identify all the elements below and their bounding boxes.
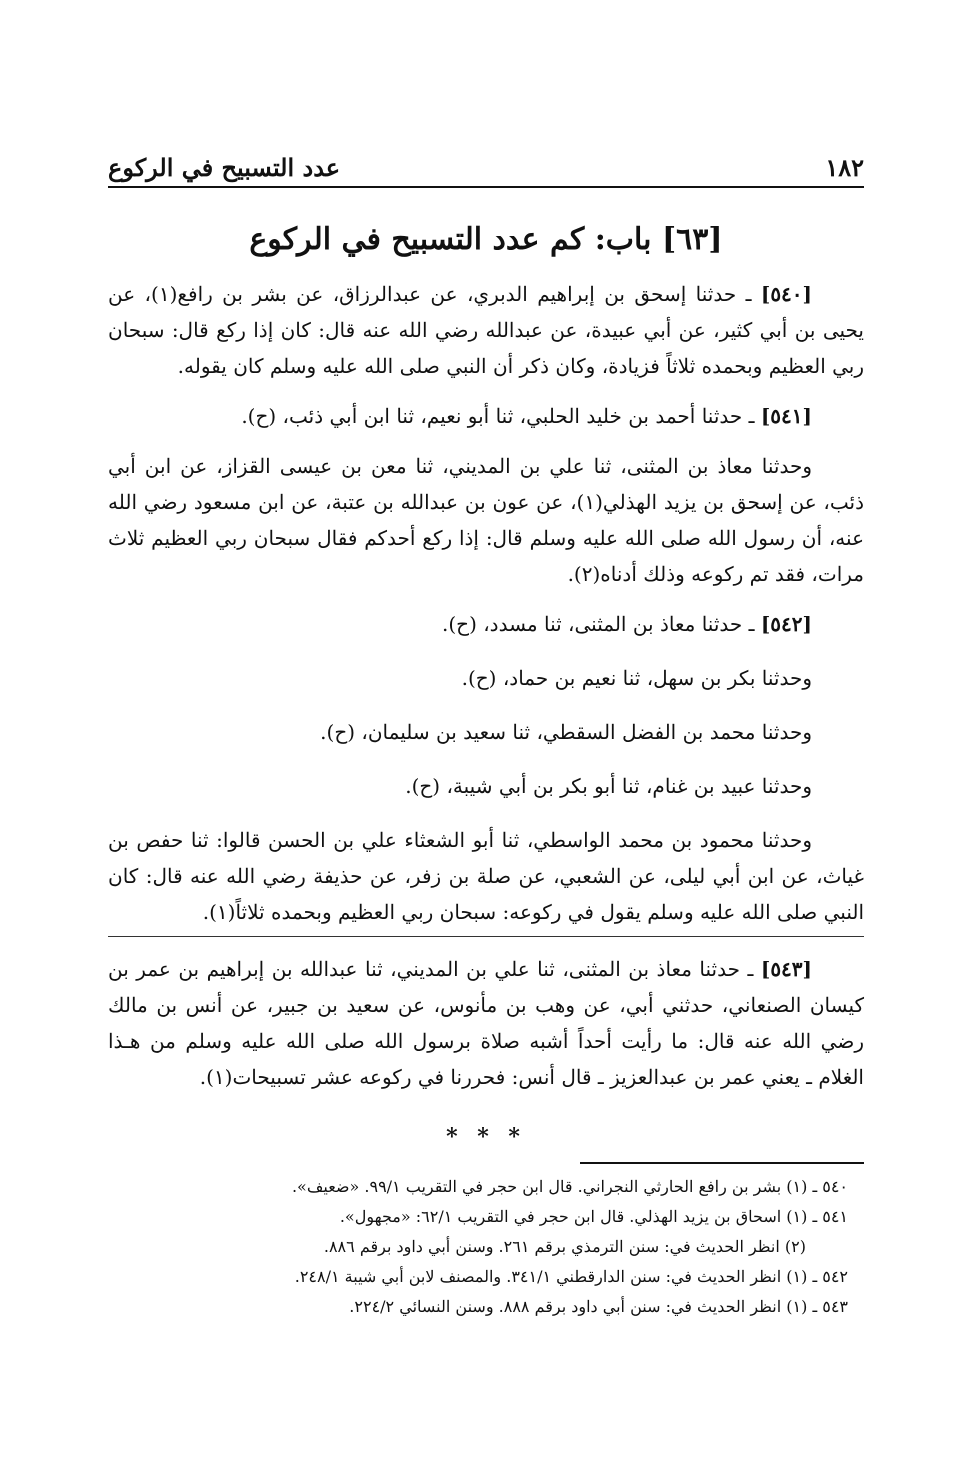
footnote-541-1: ٥٤١ ـ (١) اسحاق بن يزيد الهذلي. قال ابن حجر في التقريب ٦٢/١: «مجهول». xyxy=(339,1207,848,1226)
body-text xyxy=(108,276,864,1109)
hadith-542-chain-3 xyxy=(108,768,864,804)
chapter-title: [٦٣] باب: كم عدد التسبيح في الركوع xyxy=(249,222,723,257)
hadith-541 xyxy=(108,398,864,434)
hadith-542 xyxy=(108,606,864,642)
hadith-542-chain-2 xyxy=(108,714,864,750)
page-number: ١٨٢ xyxy=(825,153,864,182)
header-rule xyxy=(108,186,864,188)
hadith-543 xyxy=(108,951,864,1095)
hadith-text: ـ حدثنا معاذ بن المثنى، ثنا علي بن المديني، ثنا عبدالله بن إبراهيم بن عمر بن كيسان الصنعاني، حدثني أبي، عن وهب بن مأنوس، عن سعيد بن جبير، عن أنس بن مالك رضي الله عنه قال: ما رأيت أحداً أشبه صلاة برسول الله صلى الله عليه وسلم من هـذا الغلام ـ يعني عمر بن عبدالعزيز ـ قال أنس: فحررنا في ركوعه عشر تسبيحات(١). xyxy=(108,957,864,1089)
section-separator: * * * xyxy=(446,1124,526,1150)
footnote-542-1: ٥٤٢ ـ (١) انظر الحديث في: سنن الدارقطني ٣٤١/١. والمصنف لابن أبي شيبة ٢٤٨/١. xyxy=(294,1267,848,1286)
hadith-text: وحدثنا عبيد بن غنام، ثنا أبو بكر بن أبي شيبة، (ح). xyxy=(405,774,812,798)
hadith-number: [٥٤٣] xyxy=(760,957,813,981)
footnote-541-2: (٢) انظر الحديث في: سنن الترمذي برقم ٢٦١. وسنن أبي داود برقم ٨٨٦. xyxy=(323,1237,806,1256)
hadith-number: [٥٤٠] xyxy=(760,282,813,306)
hadith-text: ـ حدثنا معاذ بن المثنى، ثنا مسدد، (ح). xyxy=(442,612,755,636)
hadith-540 xyxy=(108,276,864,384)
hadith-number: [٥٤١] xyxy=(760,404,812,428)
footnote-543-1: ٥٤٣ ـ (١) انظر الحديث في: سنن أبي داود برقم ٨٨٨. وسنن النسائي ٢٢٤/٢. xyxy=(349,1297,848,1316)
hadith-542-chain-1 xyxy=(108,660,864,696)
hadith-text: ـ حدثنا إسحق بن إبراهيم الدبري، عن عبدالرزاق، عن بشر بن رافع(١)، عن يحيى بن أبي كثير، عن أبي عبيدة، عن عبدالله رضي الله عنه قال: كان إذا ركع قال: سبحان ربي العظيم وبحمده ثلاثاً فزيادة، وكان ذكر أن النبي صلى الله عليه وسلم كان يقوله. xyxy=(108,282,864,378)
hadith-text: ـ حدثنا أحمد بن خليد الحلبي، ثنا أبو نعيم، ثنا ابن أبي ذئب، (ح). xyxy=(241,404,755,428)
hadith-text: وحدثنا معاذ بن المثنى، ثنا علي بن المديني، ثنا معن بن عيسى القزاز، عن ابن أبي ذئب، عن إسحق بن يزيد الهذلي(١)، عن عون بن عبدالله بن عتبة، عن ابن مسعود رضي الله عنه، أن رسول الله صلى الله عليه وسلم قال: إذا ركع أحدكم فقال سبحان ربي العظيم ثلاث مرات، فقد تم ركوعه وذلك أدناه(٢). xyxy=(108,454,864,586)
hadith-542-chain-4 xyxy=(108,822,864,937)
hadith-541-chain xyxy=(108,448,864,592)
running-header xyxy=(108,138,864,182)
hadith-number: [٥٤٢] xyxy=(760,612,812,636)
footnote-540-1: ٥٤٠ ـ (١) بشر بن رافع الحارثي النجراني. قال ابن حجر في التقريب ٩٩/١. «ضعيف». xyxy=(291,1177,848,1196)
hadith-text: وحدثنا بكر بن سهل، ثنا نعيم بن حماد، (ح). xyxy=(461,666,812,690)
footnote-rule xyxy=(580,1162,864,1164)
running-title: عدد التسبيح في الركوع xyxy=(108,153,341,182)
footnotes xyxy=(108,1172,864,1322)
hadith-text: وحدثنا محمد بن الفضل السقطي، ثنا سعيد بن سليمان، (ح). xyxy=(320,720,812,744)
hadith-text: وحدثنا محمود بن محمد الواسطي، ثنا أبو الشعثاء علي بن الحسن قالوا: ثنا حفص بن غياث، عن ابن أبي ليلى، عن الشعبي، عن صلة بن زفر، عن حذيفة رضي الله عنه قال: كان النبي صلى الله عليه وسلم يقول في ركوعه: سبحان ربي العظيم وبحمده ثلاثاً(١). xyxy=(108,828,864,924)
